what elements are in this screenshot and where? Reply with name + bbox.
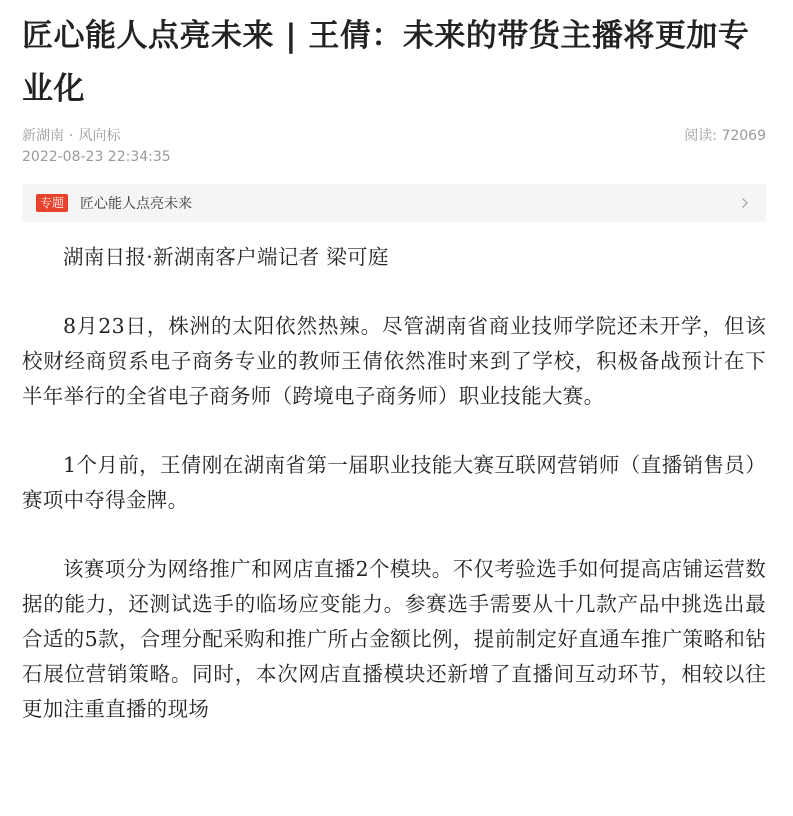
topic-badge: 专题 <box>36 194 68 212</box>
byline-paragraph: 湖南日报·新湖南客户端记者 梁可庭 <box>63 245 389 269</box>
source-line <box>22 126 120 147</box>
source-name[interactable]: 新湖南 <box>22 128 64 144</box>
column-name[interactable]: 风向标 <box>78 128 121 144</box>
chevron-right-icon <box>738 196 752 210</box>
body-paragraph: 8月23日，株洲的太阳依然热辣。尽管湖南省商业技师学院还未开学，但该校财经商贸系电子商务专业的教师王倩依然准时来到了学校，积极备战预计在下半年举行的全省电子商务师（跨境电子商务师）职业技能大赛。 <box>22 314 766 408</box>
body-paragraph: 该赛项分为网络推广和网店直播2个模块。不仅考验选手如何提高店铺运营数据的能力，还测试选手的临场应变能力。参赛选手需要从十几款产品中挑选出最合适的5款，合理分配采购和推广所占金额比例，提前制定好直通车推广策略和钻石展位营销策略。同时，本次网店直播模块还新增了直播间互动环节，相较以往更加注重直播的现场 <box>22 557 766 721</box>
article-meta <box>22 126 766 168</box>
article-title: 匠心能人点亮未来 | 王倩：未来的带货主播将更加专业化 <box>22 18 750 107</box>
body-paragraph: 1个月前，王倩刚在湖南省第一届职业技能大赛互联网营销师（直播销售员）赛项中夺得金牌。 <box>22 453 766 512</box>
read-label: 阅读: <box>684 128 717 144</box>
topic-name: 匠心能人点亮未来 <box>80 196 193 212</box>
separator-dot: · <box>69 128 74 144</box>
read-count-value: 72069 <box>721 128 766 144</box>
topic-bar[interactable] <box>22 184 766 222</box>
article <box>22 0 766 727</box>
publish-datetime: 2022-08-23 22:34:35 <box>22 149 171 165</box>
article-body <box>22 240 766 727</box>
read-count <box>684 126 766 147</box>
